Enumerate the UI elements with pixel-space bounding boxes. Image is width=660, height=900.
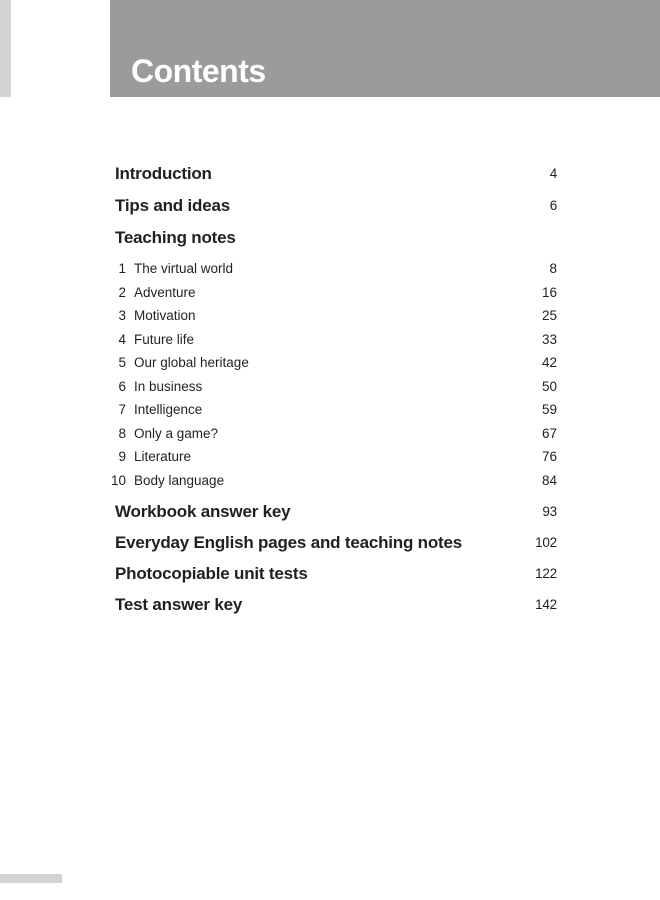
toc-unit-list (108, 254, 557, 489)
toc-entry-page-number: 93 (542, 503, 557, 519)
toc-entry-label: Workbook answer key (115, 501, 291, 521)
toc-unit-row (108, 307, 557, 324)
toc-unit-row (108, 448, 557, 465)
toc-entry-label: Test answer key (115, 594, 243, 614)
toc-unit-row (108, 425, 557, 442)
table-of-contents (108, 164, 557, 626)
toc-entry-label: Teaching notes (115, 228, 236, 247)
toc-unit-number: 5 (118, 355, 126, 370)
toc-entry-page-number: 67 (541, 425, 557, 441)
toc-section-row (108, 164, 557, 184)
toc-entry-label: Literature (134, 449, 192, 464)
toc-unit-row (108, 401, 557, 418)
toc-section-row (108, 502, 557, 522)
toc-entry-label: Intelligence (134, 402, 203, 417)
toc-entry-label: In business (134, 378, 203, 394)
toc-entry-label: The virtual world (134, 261, 234, 276)
toc-entry-page-number: 76 (541, 449, 557, 464)
toc-entry-page-number: 8 (549, 261, 557, 276)
toc-unit-number: 9 (118, 449, 126, 464)
toc-unit-row (108, 260, 557, 277)
toc-entry-label: Adventure (134, 284, 196, 300)
toc-unit-number: 7 (118, 402, 126, 417)
toc-entry-label: Everyday English pages and teaching notes (115, 532, 463, 552)
toc-section-row (108, 564, 557, 584)
toc-entry-label: Introduction (115, 164, 212, 183)
toc-entry-page-number: 4 (549, 166, 557, 181)
toc-unit-row (108, 472, 557, 489)
toc-unit-number: 6 (118, 378, 126, 394)
toc-entry-page-number: 42 (541, 355, 557, 370)
toc-entry-page-number: 102 (535, 534, 557, 550)
toc-entry-page-number: 59 (541, 402, 557, 417)
toc-entry-label: Future life (134, 331, 195, 347)
toc-unit-number: 4 (118, 331, 126, 347)
toc-unit-row (108, 354, 557, 371)
toc-entry-page-number: 122 (535, 565, 557, 581)
toc-entry-page-number: 50 (541, 378, 557, 394)
toc-unit-number: 10 (110, 472, 126, 488)
toc-section-row (108, 228, 557, 248)
header-banner (110, 0, 660, 97)
toc-entry-page-number: 6 (549, 198, 557, 213)
toc-entry-page-number: 33 (541, 331, 557, 347)
toc-unit-row (108, 378, 557, 395)
toc-entry-page-number: 84 (541, 472, 557, 488)
toc-entry-label: Motivation (134, 308, 196, 323)
toc-entry-label: Photocopiable unit tests (115, 563, 308, 583)
toc-unit-row (108, 331, 557, 348)
toc-unit-number: 3 (118, 308, 126, 323)
toc-section-row (108, 533, 557, 553)
toc-entry-label: Tips and ideas (115, 196, 230, 215)
toc-entry-page-number: 142 (535, 596, 557, 612)
toc-entry-page-number: 16 (541, 284, 557, 300)
toc-top-sections (108, 164, 557, 248)
toc-entry-label: Our global heritage (134, 355, 249, 370)
toc-unit-row (108, 284, 557, 301)
page-edge-strip-bottom (0, 874, 62, 883)
page-title: Contents (131, 53, 266, 89)
toc-unit-number: 2 (118, 284, 126, 300)
toc-unit-number: 1 (118, 261, 126, 276)
toc-unit-number: 8 (118, 425, 126, 441)
toc-entry-page-number: 25 (541, 308, 557, 323)
toc-section-row (108, 196, 557, 216)
toc-bottom-sections (108, 502, 557, 615)
toc-entry-label: Body language (134, 472, 225, 488)
toc-entry-label: Only a game? (134, 425, 219, 441)
page-edge-strip-top (0, 0, 11, 97)
toc-section-row (108, 595, 557, 615)
